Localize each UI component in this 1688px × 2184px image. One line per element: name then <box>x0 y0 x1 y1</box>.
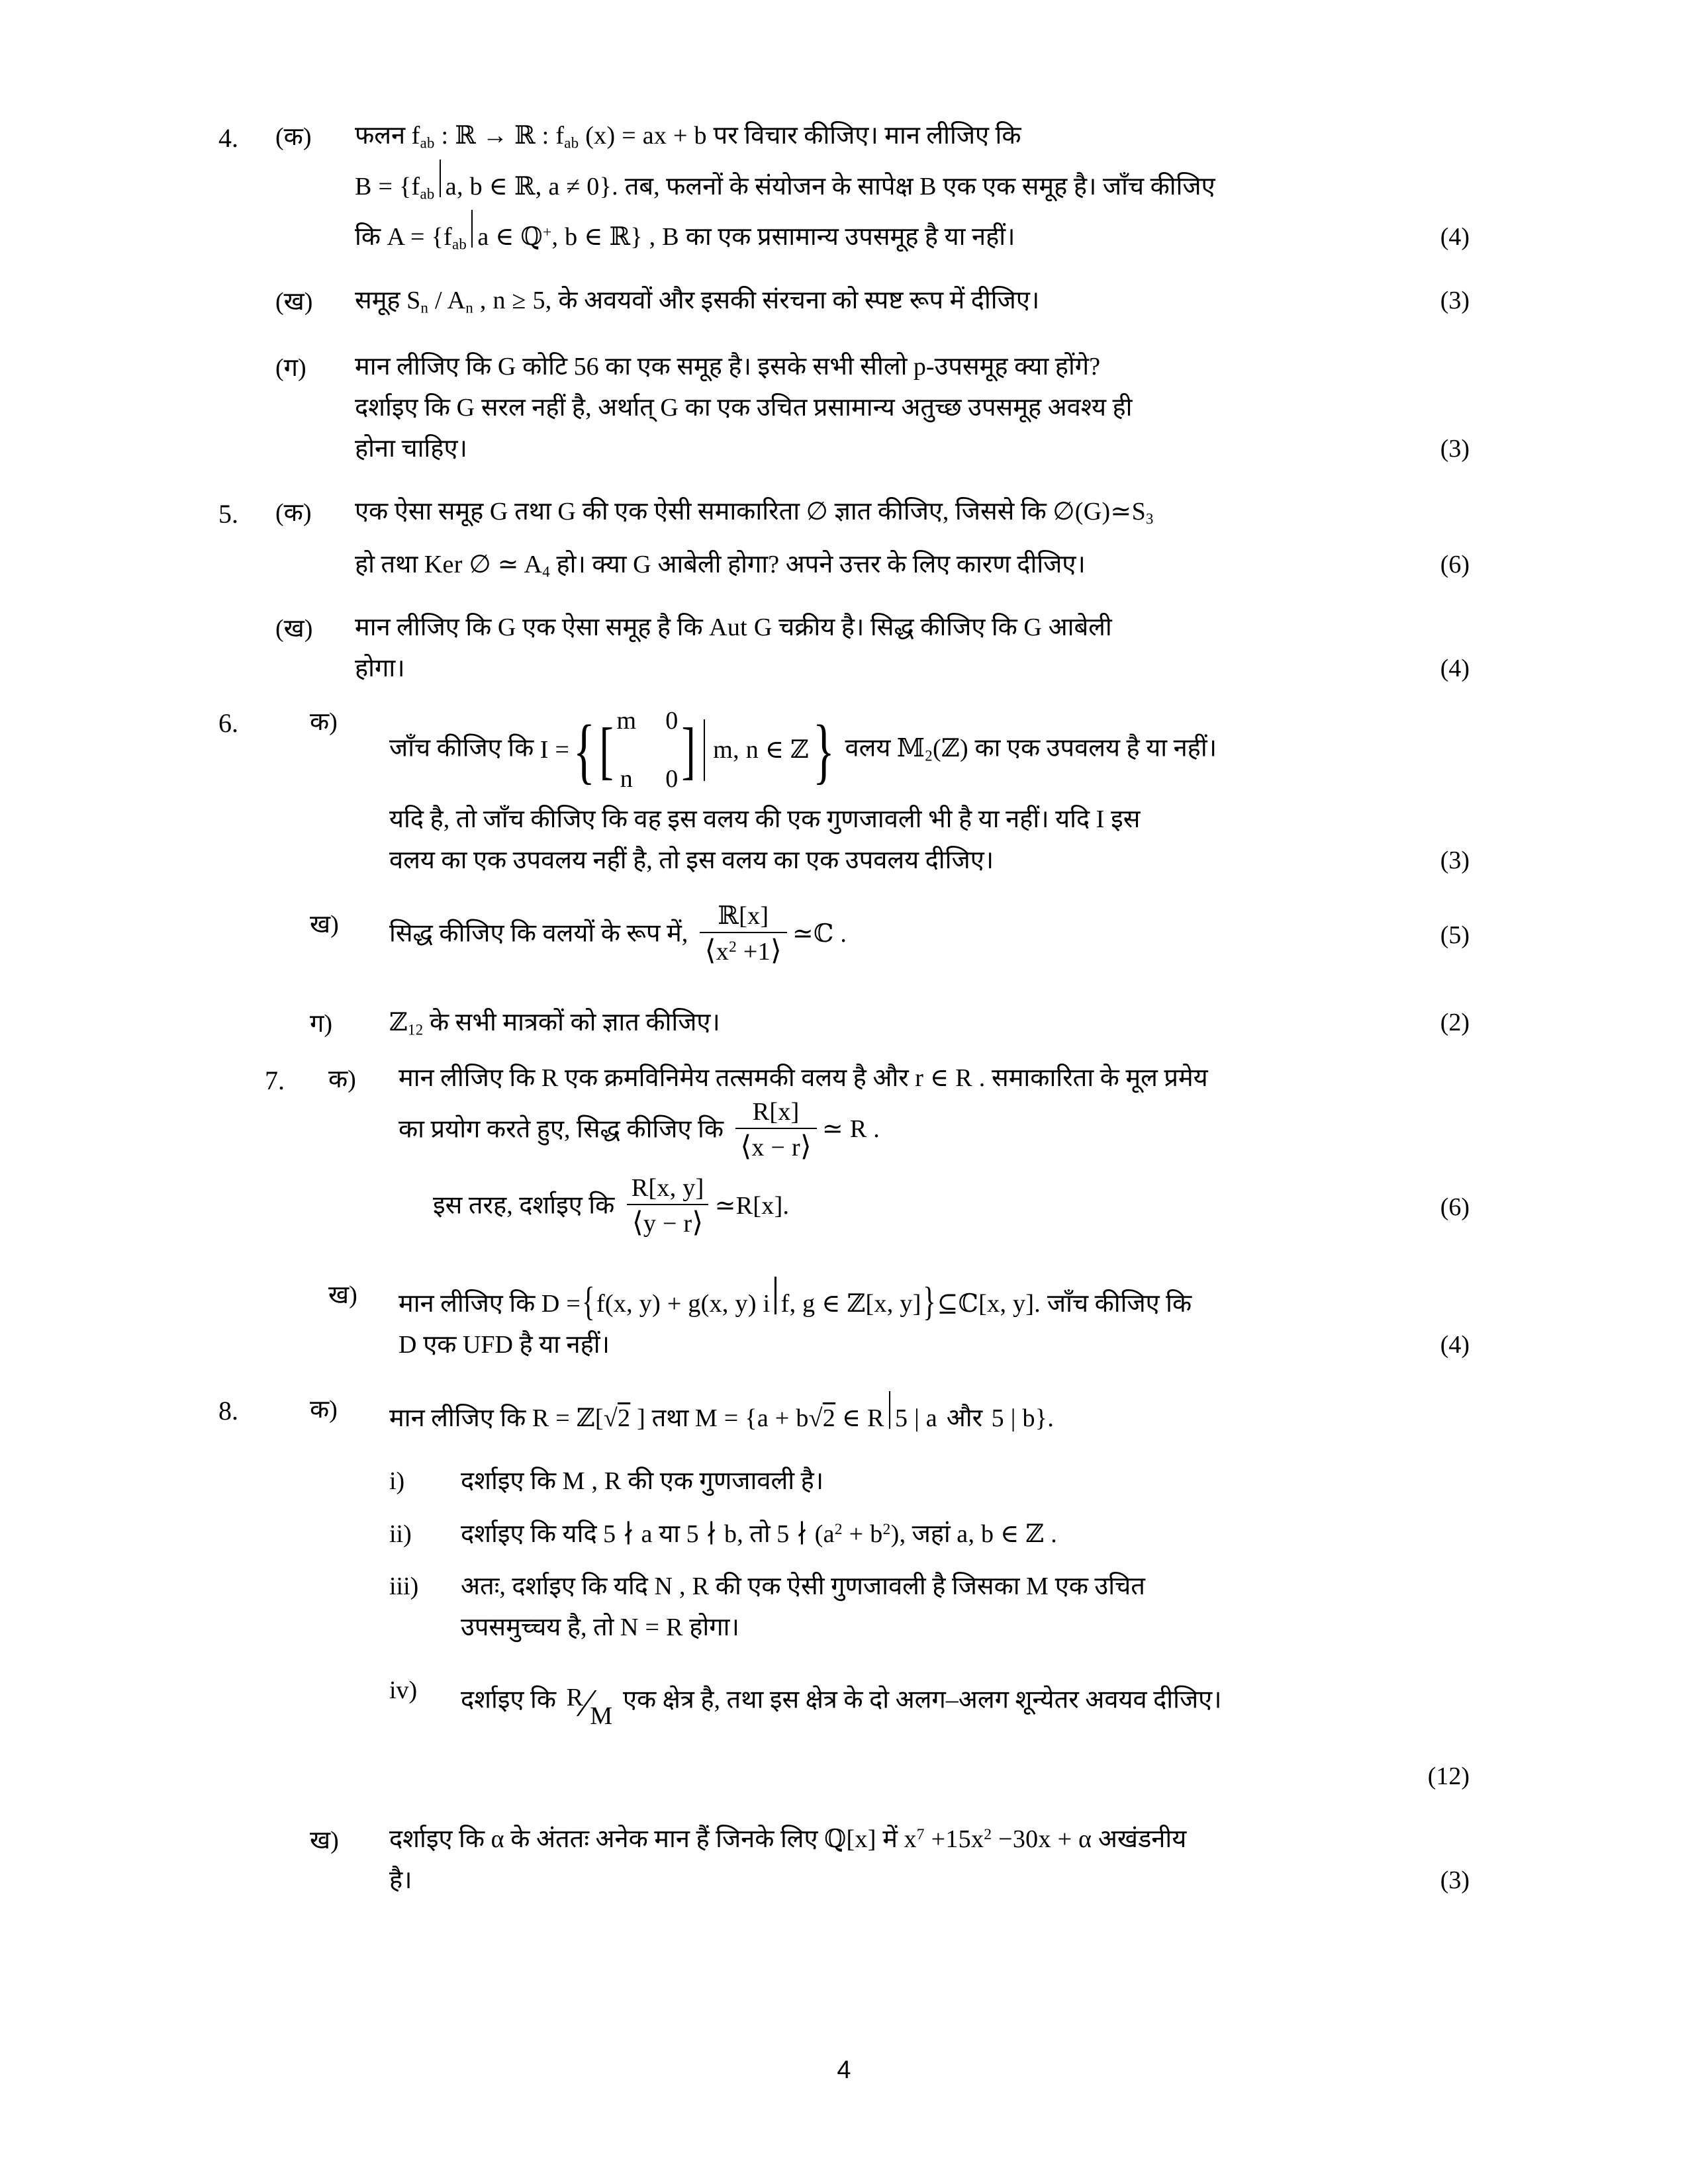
q4c-line1: मान लीजिए कि G कोटि 56 का एक समूह है। इसके सभी सीलो p-उपसमूह क्या होंगे? <box>355 353 1101 381</box>
question-number-blank-8b <box>218 1819 275 1864</box>
marks-7b: (4) <box>1440 1330 1470 1359</box>
question-8a-body <box>389 1388 1470 1797</box>
part-label-7a: क) <box>328 1066 356 1094</box>
question-number-6: 6. <box>218 708 238 739</box>
subitem-body-iv: दर्शाइए कि R⁄M एक क्षेत्र है, तथा इस क्षेत्र के दो अलग–अलग शून्येतर अवयव दीजिए। <box>461 1670 1470 1733</box>
subitem-body-ii: दर्शाइए कि यदि 5 ∤ a या 5 ∤ b, तो 5 ∤ $(a^2 + b^2)$, जहां a, b ∈ ℤ . <box>461 1520 1058 1548</box>
part-label-6b: ख) <box>310 911 339 939</box>
right-brace-big: } <box>922 1279 936 1325</box>
page-number: 4 <box>837 2056 851 2084</box>
question-7 <box>218 1058 1470 1240</box>
quotient-R-over-M: R⁄M <box>566 1682 613 1731</box>
marks-placeholder-7a2 <box>1397 1111 1470 1152</box>
q4a-formula-2: $B = \{f_{ab}$ a, b ∈ ℝ, a ≠ 0}. <box>355 173 625 201</box>
q5a-formula-2: Ker ∅ ≃ $A_4$ <box>424 550 550 580</box>
part-label-6c: ग) <box>310 1009 333 1038</box>
marks-6c: (2) <box>1440 1008 1470 1036</box>
q8a-iii-line2: उपसमुच्चय है, तो N = R होगा। <box>461 1613 739 1641</box>
part-label-8b: ख) <box>310 1827 339 1855</box>
right-curly-brace: } <box>813 709 835 791</box>
left-curly-brace: { <box>573 709 596 791</box>
question-4b <box>218 281 1470 325</box>
q4a-line3: कि $A = \{f_{ab}$ a ∈ ℚ+, b ∈ ℝ} , B का एक प्रसामान्य उपसमूह है या नहीं। <box>355 207 1397 258</box>
marks-6a: (3) <box>1440 846 1470 874</box>
q6a-line1: जाँच कीजिए कि I = { [ m 0 n 0 ] m, n ∈ ℤ } वलय 𝕄$_2$(ℤ) का एक उपवलय है या नहीं। <box>389 701 1397 799</box>
q7b-set-D: D ={f(x, y) + g(x, y) i f, g ∈ ℤ[x, y]}⊆ℂ[x, y]. <box>541 1290 1047 1318</box>
question-number-blank-4b <box>218 281 275 325</box>
q8a-ii-f4: a, b ∈ ℤ . <box>957 1520 1058 1548</box>
q8a-ii-f1: 5 ∤ a <box>603 1520 653 1548</box>
question-6b-body <box>389 903 1470 968</box>
q7a-line1: मान लीजिए कि R एक क्रमविनिमेय तत्समकी वलय है और r ∈ R . समाकारिता के मूल प्रमेय <box>399 1064 1208 1093</box>
marks-placeholder-7b1 <box>1397 1279 1470 1320</box>
question-7a-body <box>399 1058 1470 1240</box>
question-7b-body <box>399 1274 1470 1365</box>
question-5 <box>218 492 1470 585</box>
question-4 <box>218 116 1470 258</box>
q5a-sym-G1: G <box>489 498 508 526</box>
part-label-5b: (ख) <box>275 615 313 643</box>
q4a-line1: फलन $f_{ab}$ : ℝ → ℝ : $f_{ab}$ (x) = ax + b पर विचार कीजिए। मान लीजिए कि <box>355 122 1021 152</box>
such-that-bar <box>704 719 705 781</box>
subitem-number-iii: iii) <box>389 1572 419 1601</box>
question-number-blank-4c <box>218 347 275 391</box>
q5a-sym-G2: G <box>557 498 577 526</box>
subitem-number-ii: ii) <box>389 1520 412 1548</box>
marks-4a: (4) <box>1440 223 1470 251</box>
question-5a-body <box>355 492 1470 585</box>
question-5b-body <box>355 608 1470 689</box>
q5a-sym-G3: G <box>633 550 651 578</box>
q8a-i-symbols: M , R <box>562 1467 622 1496</box>
part-label-5a: (क) <box>275 499 312 527</box>
right-square-bracket: ] <box>681 714 696 786</box>
q8a-set-M: M = {a + b√2 ∈ R 5 | a <box>695 1404 944 1432</box>
marks-placeholder-2 <box>1397 167 1470 208</box>
q8a-line1: मान लीजिए कि R = ℤ[√2 ] तथा M = {a + b√2 ∈ R 5 | a और 5 | b}. <box>389 1388 1397 1439</box>
question-8 <box>218 1388 1470 1797</box>
marks-7a: (6) <box>1440 1193 1470 1222</box>
marks-placeholder-6a2 <box>1397 799 1470 841</box>
q5a-formula-1: $\emptyset(G)≃S_3$ <box>1053 498 1154 527</box>
q4b-formula: $S_n / A_n$ , n ≥ 5, <box>406 286 559 316</box>
q6b-iso-formula: $\frac{\text{ℝ[x]}}{⟨x^2 +1⟩}$ ≃ℂ . <box>694 920 847 948</box>
q8b-sym-alpha: α <box>491 1825 504 1854</box>
part-label-4b: (ख) <box>275 287 313 316</box>
question-number-blank-6b <box>218 903 275 948</box>
q7a-sym-R1: R <box>541 1064 559 1093</box>
q8a-subitem-iii <box>389 1567 1470 1648</box>
question-6b <box>218 903 1470 968</box>
q7a-line2: का प्रयोग करते हुए, सिद्ध कीजिए कि $\frac{R[x]}{⟨x - r⟩}$ ≃ R . <box>399 1098 880 1162</box>
question-8b <box>218 1819 1470 1901</box>
marks-placeholder <box>1397 116 1470 157</box>
q4b-line1: समूह $S_n / A_n$ , n ≥ 5, के अवयवों और इसकी संरचना को स्पष्ट रूप में दीजिए। <box>355 286 1040 316</box>
q5b-line2: होगा। <box>355 654 405 682</box>
q8a-iii-sym-NR: N , R <box>654 1572 710 1601</box>
part-label-4a: (क) <box>275 123 312 151</box>
question-4b-body <box>355 281 1470 322</box>
q8a-ii-f3: 5 ∤ $(a^2 + b^2)$ <box>776 1520 900 1548</box>
q6a-sym-I: I <box>1096 805 1105 834</box>
q7b-sym-D: D <box>399 1330 417 1359</box>
marks-4c: (3) <box>1440 434 1470 463</box>
part-label-7b: ख) <box>328 1281 357 1310</box>
q4a-formula-3: $A = \{f_{ab}$ a ∈ ℚ+, b ∈ ℝ} , B <box>387 223 686 251</box>
marks-placeholder-5a1 <box>1397 492 1470 533</box>
q5a-line1: एक ऐसा समूह G तथा G की एक ऐसी समाकारिता ∅ ज्ञात कीजिए, जिससे कि $\emptyset(G)≃S_3$ <box>355 498 1154 527</box>
question-8b-body <box>389 1819 1470 1901</box>
question-4c-body <box>355 347 1470 469</box>
q8b-sym-Qx: ℚ[x] <box>824 1825 876 1854</box>
fraction-Rxy-over-yminusr: $\frac{R[x, y]}{⟨y - r⟩}$ <box>626 1174 710 1238</box>
question-5b <box>218 608 1470 689</box>
q6c-sym-Z12: ℤ$_{12}$ <box>389 1008 424 1038</box>
q7a-line3: इस तरह, दर्शाइए कि $\frac{R[x, y]}{⟨y - r⟩}$ ≃R[x]. <box>433 1174 790 1238</box>
q6a-line2: यदि है, तो जाँच कीजिए कि वह इस वलय की एक गुणजावली भी है या नहीं। यदि I इस <box>389 805 1141 834</box>
q8a-subitem-iv <box>389 1670 1470 1733</box>
q8a-iii-line1: अतः, दर्शाइए कि यदि N , R की एक ऐसी गुणजावली है जिसका M एक उचित <box>461 1572 1145 1601</box>
question-number-blank-5b <box>218 608 275 652</box>
q4c-line2: दर्शाइए कि G सरल नहीं है, अर्थात् G का एक उचित प्रसामान्य अतुच्छ उपसमूह अवश्य ही <box>355 393 1133 422</box>
q5a-sym-phi: ∅ <box>806 498 828 526</box>
marks-placeholder-5b1 <box>1397 608 1470 649</box>
q8a-iii-sym-M: M <box>1026 1572 1049 1601</box>
q8a-ii-f2: 5 ∤ b <box>686 1520 737 1548</box>
q4c-line3: होना चाहिए। <box>355 434 467 463</box>
q4c-sym-G1: G <box>497 353 516 381</box>
question-7b <box>218 1274 1470 1365</box>
part-label-4c: (ग) <box>275 354 306 383</box>
q8b-polynomial: $x^7 +15x^2 -30x + \alpha$ <box>904 1825 1092 1854</box>
q5b-formula-autg: Aut G <box>709 614 773 642</box>
marks-placeholder-4c1 <box>1397 347 1470 388</box>
q8b-line1: दर्शाइए कि α के अंततः अनेक मान हैं जिनके लिए ℚ[x] में $x^7 +15x^2 -30x + \alpha$ अखंडनीय <box>389 1825 1187 1854</box>
marks-5a: (6) <box>1440 550 1470 578</box>
fraction-Rx-over-x2plus1: $\frac{\text{ℝ[x]}}{⟨x^2 +1⟩}$ <box>700 902 787 966</box>
question-6 <box>218 701 1470 881</box>
q5b-sym-G2: G <box>1023 614 1043 642</box>
matrix-2x2: m 0 n 0 <box>616 707 679 793</box>
subitem-body-iii <box>461 1567 1470 1648</box>
q8a-iii-eq: N = R <box>620 1613 683 1641</box>
q5b-line1: मान लीजिए कि G एक ऐसा समूह है कि Aut G चक्रीय है। सिद्ध कीजिए कि G आबेली <box>355 614 1112 642</box>
question-number-7: 7. <box>265 1066 285 1096</box>
part-label-6a: क) <box>310 708 338 737</box>
q8a-subitem-i <box>389 1461 1470 1502</box>
q5b-sym-G1: G <box>497 614 516 642</box>
question-number-blank-6c <box>218 1003 275 1047</box>
question-6c <box>218 1003 1470 1047</box>
q7b-line2: D एक UFD है या नहीं। <box>399 1330 610 1359</box>
left-square-bracket: [ <box>599 714 614 786</box>
marks-4b: (3) <box>1440 286 1470 314</box>
q6c-line1: ℤ$_{12}$ के सभी मात्रकों को ज्ञात कीजिए। <box>389 1008 720 1038</box>
q7a-rinR: r ∈ R . <box>915 1064 986 1093</box>
q4c-sym-G3: G <box>660 393 679 422</box>
marks-6b: (5) <box>1440 921 1470 950</box>
q6a-line3: वलय का एक उपवलय नहीं है, तो इस वलय का एक उपवलय दीजिए। <box>389 846 994 874</box>
question-6c-body <box>389 1003 1470 1044</box>
q4a-sym-B: B <box>919 172 937 201</box>
q7a-iso-formula-1: $\frac{R[x]}{⟨x - r⟩}$ ≃ R . <box>730 1115 880 1143</box>
marks-8b: (3) <box>1440 1866 1470 1894</box>
q8b-line2: है। <box>389 1866 412 1894</box>
q7a-iso-formula-2: $\frac{R[x, y]}{⟨y - r⟩}$ ≃R[x]. <box>621 1192 790 1220</box>
question-number-8: 8. <box>218 1395 238 1426</box>
subitem-number-iv: iv) <box>389 1676 418 1705</box>
q5a-line2: हो तथा Ker ∅ ≃ $A_4$ हो। क्या G आबेली होगा? अपने उत्तर के लिए कारण दीजिए। <box>355 550 1086 580</box>
q4a-line2: $B = \{f_{ab}$ a, b ∈ ℝ, a ≠ 0}. तब, फलनों के संयोजन के सापेक्ष B एक एक समूह है। जाँच कीजिए <box>355 157 1397 208</box>
subitem-body-i: दर्शाइए कि M , R की एक गुणजावली है। <box>461 1467 824 1496</box>
q4a-formula-1: $f_{ab}$ : ℝ → ℝ : $f_{ab}$ (x) = ax + b <box>411 122 714 152</box>
marks-placeholder-8a1 <box>1397 1398 1470 1439</box>
marks-placeholder-6a1 <box>1397 730 1470 771</box>
question-number-4: 4. <box>218 123 238 153</box>
q6a-ring-M2Z: 𝕄$_2$(ℤ) <box>896 734 968 764</box>
q4c-sym-G2: G <box>456 393 475 422</box>
question-number-5: 5. <box>218 499 238 529</box>
marks-placeholder-7a1 <box>1397 1058 1470 1099</box>
fraction-Rx-over-xminusr: $\frac{R[x]}{⟨x - r⟩}$ <box>735 1098 817 1162</box>
marks-placeholder-8b1 <box>1397 1819 1470 1860</box>
question-6a-body <box>389 701 1470 881</box>
q8a-ring-R: R = ℤ[√2 ] <box>532 1404 646 1432</box>
q6b-line1: सिद्ध कीजिए कि वलयों के रूप में, $\frac{\text{ℝ[x]}}{⟨x^2 +1⟩}$ ≃ℂ . <box>389 902 847 966</box>
question-4a-body <box>355 116 1470 258</box>
left-brace-big: { <box>582 1279 595 1325</box>
marks-placeholder-4c2 <box>1397 388 1470 429</box>
question-number-blank-7b <box>218 1274 294 1318</box>
part-label-8a: क) <box>310 1395 338 1424</box>
marks-8a: (12) <box>1427 1762 1470 1790</box>
subitem-number-i: i) <box>389 1467 405 1496</box>
q8a-set-M-end: 5 | b}. <box>991 1404 1055 1432</box>
question-4c <box>218 347 1470 469</box>
marks-5b: (4) <box>1440 654 1470 682</box>
q7b-line1: मान लीजिए कि D ={f(x, y) + g(x, y) i f, g ∈ ℤ[x, y]}⊆ℂ[x, y]. जाँच कीजिए कि <box>399 1274 1397 1325</box>
q8a-subitem-ii <box>389 1514 1470 1555</box>
q6a-matrix-set: I = { [ m 0 n 0 ] m, n ∈ ℤ } <box>540 701 839 799</box>
